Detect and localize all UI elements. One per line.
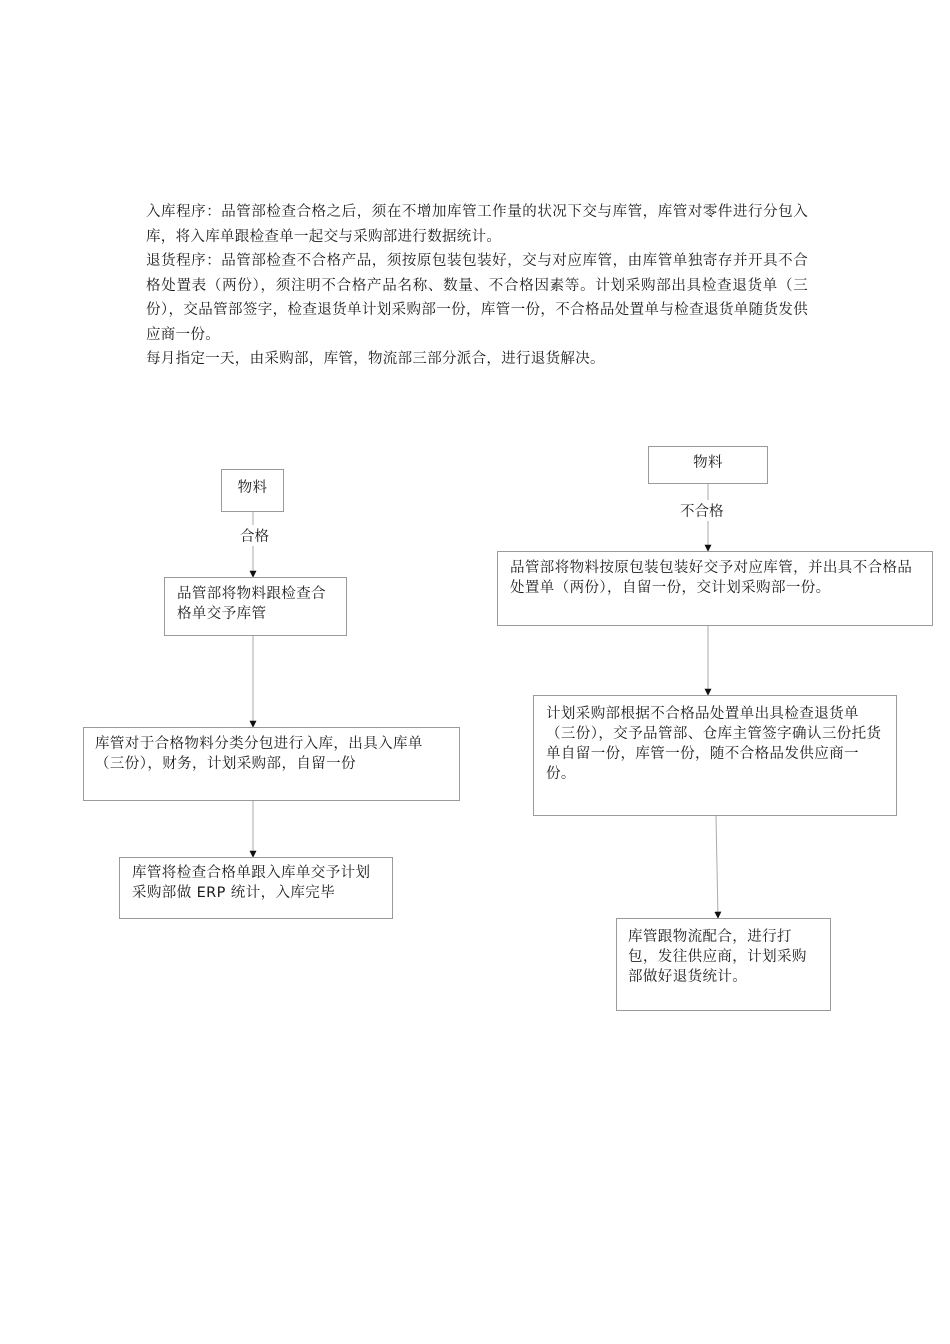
right-material-box: 物料	[648, 446, 768, 484]
intro-paragraph-inbound: 入库程序：品管部检查合格之后，须在不增加库管工作量的状况下交与库管，库管对零件进行分包入库，将入库单跟检查单一起交与采购部进行数据统计。	[146, 204, 808, 245]
right-step-return-order: 计划采购部根据不合格品处置单出具检查退货单（三份），交予品管部、仓库主管签字确认三份托货单自留一份，库管一份，随不合格品发供应商一份。	[533, 695, 897, 816]
left-step-warehousing: 库管对于合格物料分类分包进行入库，出具入库单（三份），财务，计划采购部，自留一份	[83, 727, 460, 801]
intro-paragraph-return: 退货程序：品管部检查不合格产品，须按原包装包装好，交与对应库管，由库管单独寄存并开具不合格处置表（两份），须注明不合格产品名称、数量、不合格因素等。计划采购部出具检查退货单（三份），交品管部签字，检查退货单计划采购部一份，库管一份，不合格品处置单与检查退货单随货发供应商一份。	[146, 253, 808, 343]
left-pass-label: 合格	[238, 525, 271, 546]
left-step-erp-stats: 库管将检查合格单跟入库单交予计划采购部做 ERP 统计，入库完毕	[119, 857, 393, 919]
right-fail-label: 不合格	[678, 500, 726, 521]
right-step-return-handover: 品管部将物料按原包装包装好交予对应库管，并出具不合格品处置单（两份），自留一份，交计划采购部一份。	[497, 551, 933, 626]
left-material-box: 物料	[221, 469, 284, 512]
right-arrow-3	[716, 816, 718, 918]
left-step-qc-handover: 品管部将物料跟检查合格单交予库管	[164, 577, 347, 636]
intro-paragraph-monthly: 每月指定一天，由采购部，库管，物流部三部分派合，进行退货解决。	[146, 351, 605, 367]
right-step-ship-back: 库管跟物流配合，进行打包，发往供应商，计划采购部做好退货统计。	[616, 918, 831, 1011]
